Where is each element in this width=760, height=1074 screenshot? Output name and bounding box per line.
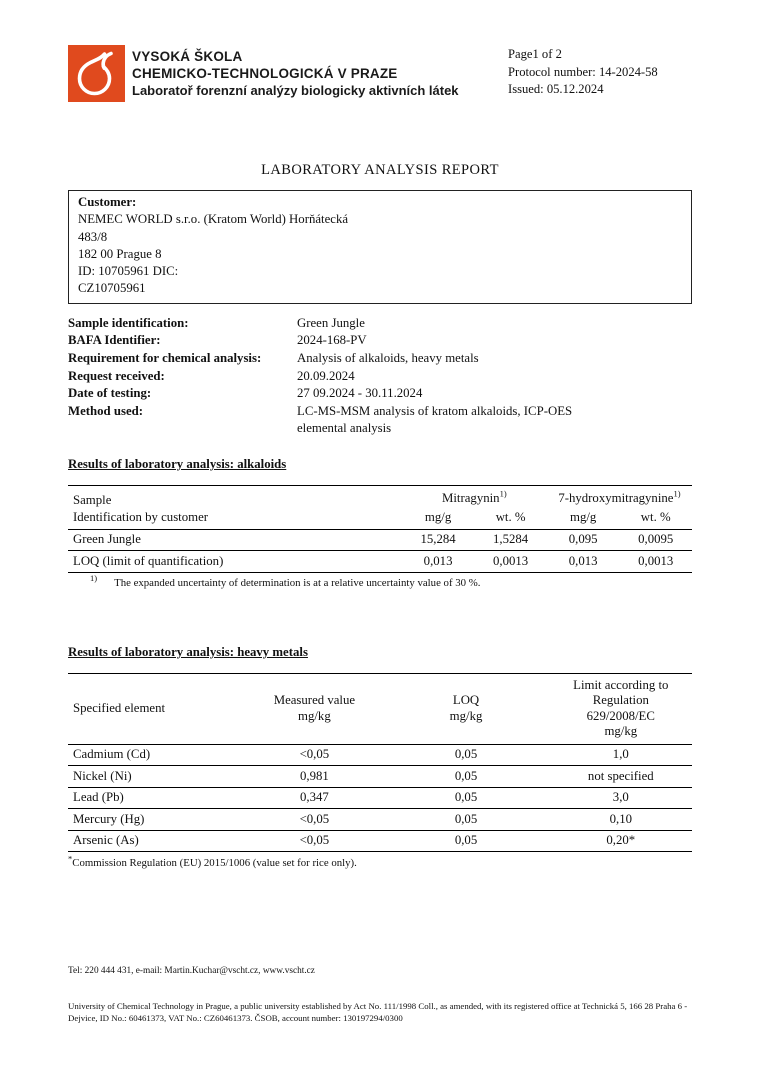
header-line: mg/kg (449, 708, 483, 723)
heavy-metals-header-row (68, 673, 692, 744)
alkaloids-col-sample (68, 485, 402, 529)
info-label: Date of testing: (68, 386, 152, 401)
header-line: mg/kg (604, 724, 638, 739)
header-line: Measured value (273, 693, 356, 708)
alkaloids-col-7-hydroxymitragynine (547, 485, 692, 508)
col-limit (550, 673, 692, 744)
issue-date: Issued: 05.12.2024 (508, 82, 604, 96)
measured-cell: <0,05 (246, 809, 382, 831)
unit-mgg-2: mg/g (547, 508, 620, 530)
loq-cell: 0,05 (382, 744, 549, 766)
table-row (68, 744, 692, 766)
table-row (68, 551, 692, 573)
page-meta (508, 45, 692, 99)
info-label: Request received: (68, 368, 165, 383)
info-value: Green Jungle (297, 315, 365, 330)
measured-cell: <0,05 (246, 744, 382, 766)
group-label: 7-hydroxymitragynine (558, 490, 674, 505)
limit-cell: 0,10 (550, 809, 692, 831)
header-line: mg/kg (298, 708, 331, 723)
institution-line2: CHEMICKO-TECHNOLOGICKÁ V PRAZE (132, 66, 398, 81)
heavy-metals-table-body (68, 744, 692, 852)
value-cell: 1,5284 (474, 529, 547, 551)
measured-cell: 0,347 (246, 787, 382, 809)
col-header-line2: Identification by customer (73, 509, 209, 524)
unit-wtpct-1: wt. % (474, 508, 547, 530)
limit-cell: 0,20* (550, 830, 692, 852)
heavy-metals-table (68, 673, 692, 853)
sample-info (68, 315, 692, 438)
alkaloids-col-mitragynin (402, 485, 547, 508)
customer-city: 182 00 Prague 8 (78, 246, 162, 261)
laboratory-name: Laboratoř forenzní analýzy biologicky aktivních látek (132, 83, 459, 98)
heavy-metals-section-heading: Results of laboratory analysis: heavy metals (68, 644, 308, 659)
heavy-metals-table-head (68, 673, 692, 744)
element-cell: Cadmium (Cd) (68, 744, 246, 766)
footnote-marker: * (68, 853, 73, 864)
loq-cell: 0,05 (382, 766, 549, 788)
value-cell: 0,0013 (619, 551, 692, 573)
page-number: Page1 of 2 (508, 47, 562, 61)
header-line: LOQ (452, 693, 480, 708)
info-row-method-used (68, 403, 692, 438)
col-header-line1: Sample (73, 493, 112, 508)
unit-mgg-1: mg/g (402, 508, 475, 530)
document-header (68, 45, 692, 102)
customer-box (68, 190, 692, 304)
institution-line1: VYSOKÁ ŠKOLA (132, 49, 243, 64)
header-line: Regulation (592, 693, 649, 708)
customer-id: ID: 10705961 DIC: (78, 264, 179, 279)
vscht-droplet-logo-icon (68, 45, 125, 102)
info-row-request-received (68, 368, 692, 386)
footnote-ref-icon: 1) (499, 488, 507, 499)
customer-vat: CZ10705961 (78, 281, 146, 296)
col-measured-value (246, 673, 382, 744)
element-cell: Nickel (Ni) (68, 766, 246, 788)
heavy-metals-footnote (68, 853, 692, 870)
table-row (68, 766, 692, 788)
info-row-date-of-testing (68, 385, 692, 403)
element-cell: Mercury (Hg) (68, 809, 246, 831)
element-cell: Lead (Pb) (68, 787, 246, 809)
col-loq (382, 673, 549, 744)
info-value: 20.09.2024 (297, 368, 355, 383)
loq-cell: 0,05 (382, 830, 549, 852)
measured-cell: <0,05 (246, 830, 382, 852)
table-row (68, 529, 692, 551)
table-row (68, 830, 692, 852)
col-specified-element: Specified element (68, 673, 246, 744)
header-line: Limit according to (573, 677, 669, 692)
table-row (68, 787, 692, 809)
customer-label: Customer: (78, 195, 137, 209)
info-row-requirement (68, 350, 692, 368)
info-label: Sample identification: (68, 315, 189, 330)
alkaloids-footnote (68, 573, 692, 589)
info-label: Method used: (68, 403, 144, 418)
footer-university-line: University of Chemical Technology in Prague, a public university established by Act No. 111/1998 Coll., as amended, with its registered office at Technická 5, 166 28 Praha 6 - Dejvice, ID No.: 60461373, VAT No.: CZ60461373. ČSOB, account number: 130197294/0300 (68, 1001, 688, 1023)
value-cell: 0,0013 (474, 551, 547, 573)
element-cell: Arsenic (As) (68, 830, 246, 852)
footnote-text: Commission Regulation (EU) 2015/1006 (value set for rice only). (72, 857, 357, 870)
info-label: BAFA Identifier: (68, 333, 161, 348)
customer-street-number: 483/8 (78, 229, 108, 244)
info-row-bafa-identifier (68, 332, 692, 350)
table-row (68, 809, 692, 831)
alkaloids-table-head (68, 485, 692, 529)
group-label: Mitragynin (442, 490, 500, 505)
value-cell: 0,013 (547, 551, 620, 573)
info-value: 27 09.2024 - 30.11.2024 (297, 386, 423, 401)
institution-name (132, 45, 459, 99)
sample-name-cell: Green Jungle (68, 529, 402, 551)
footnote-text: The expanded uncertainty of determination is at a relative uncertainty value of 30 %. (114, 576, 481, 589)
limit-cell: 3,0 (550, 787, 692, 809)
info-value: LC-MS-MSM analysis of kratom alkaloids, ICP-OES elemental analysis (297, 403, 573, 436)
sample-name-cell: LOQ (limit of quantification) (68, 551, 402, 573)
customer-name: NEMEC WORLD s.r.o. (Kratom World) Horňátecká (78, 212, 349, 227)
info-value: Analysis of alkaloids, heavy metals (297, 350, 479, 365)
alkaloids-table-body (68, 529, 692, 572)
alkaloids-table (68, 485, 692, 573)
footer-contact-line: Tel: 220 444 431, e-mail: Martin.Kuchar@vscht.cz, www.vscht.cz (68, 966, 315, 976)
alkaloids-section-heading: Results of laboratory analysis: alkaloids (68, 456, 287, 471)
value-cell: 15,284 (402, 529, 475, 551)
loq-cell: 0,05 (382, 787, 549, 809)
alkaloids-group-header-row (68, 485, 692, 508)
loq-cell: 0,05 (382, 809, 549, 831)
limit-cell: not specified (550, 766, 692, 788)
info-value: 2024-168-PV (297, 333, 367, 348)
header-line: 629/2008/EC (586, 708, 655, 723)
report-title: LABORATORY ANALYSIS REPORT (261, 162, 499, 178)
info-row-sample-identification (68, 315, 692, 333)
value-cell: 0,0095 (619, 529, 692, 551)
value-cell: 0,095 (547, 529, 620, 551)
unit-wtpct-2: wt. % (619, 508, 692, 530)
footnote-marker: 1) (90, 573, 98, 584)
protocol-number: Protocol number: 14-2024-58 (508, 64, 658, 79)
info-label: Requirement for chemical analysis: (68, 350, 262, 365)
measured-cell: 0,981 (246, 766, 382, 788)
footnote-ref-icon: 1) (673, 488, 681, 499)
limit-cell: 1,0 (550, 744, 692, 766)
value-cell: 0,013 (402, 551, 475, 573)
document-footer (68, 966, 708, 1024)
